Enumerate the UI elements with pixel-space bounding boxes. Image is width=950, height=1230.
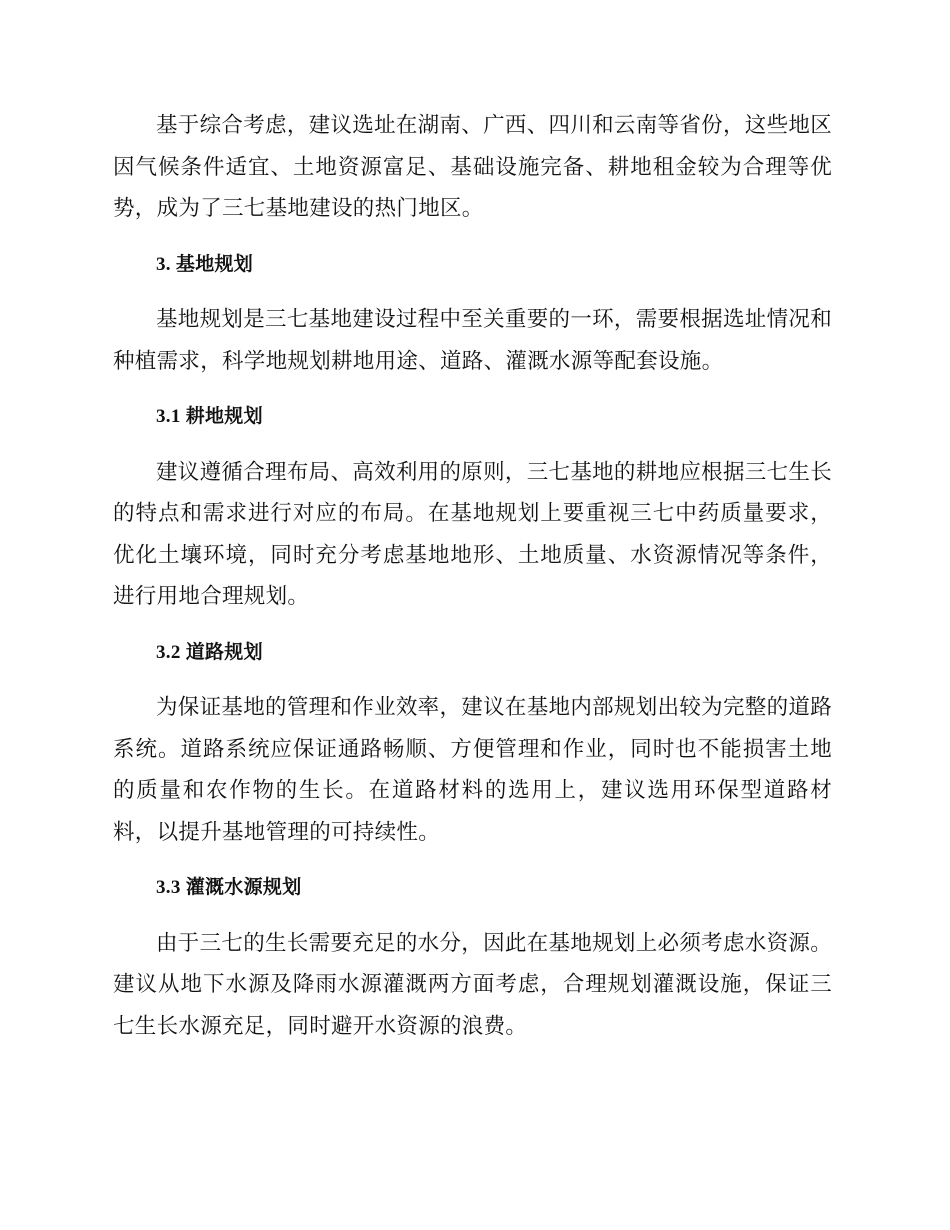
paragraph-farmland-planning: 建议遵循合理布局、高效利用的原则，三七基地的耕地应根据三七生长的特点和需求进行对应的布局。在基地规划上要重视三七中药质量要求，优化土壤环境，同时充分考虑基地地形、土地质量、水资源情况等条件，进行用地合理规划。 <box>113 459 832 608</box>
paragraph-irrigation-planning: 由于三七的生长需要充足的水分，因此在基地规划上必须考虑水资源。建议从地下水源及降雨水源灌溉两方面考虑，合理规划灌溉设施，保证三七生长水源充足，同时避开水资源的浪费。 <box>113 930 832 1038</box>
paragraph-road-planning: 为保证基地的管理和作业效率，建议在基地内部规划出较为完整的道路系统。道路系统应保证通路畅顺、方便管理和作业，同时也不能损害土地的质量和农作物的生长。在道路材料的选用上，建议选用环保型道路材料，以提升基地管理的可持续性。 <box>113 695 832 844</box>
heading-farmland-planning: 3.1 耕地规划 <box>156 406 263 427</box>
heading-irrigation-planning: 3.3 灌溉水源规划 <box>156 877 302 898</box>
heading-road-planning: 3.2 道路规划 <box>156 641 263 663</box>
heading-base-planning: 3. 基地规划 <box>156 253 254 275</box>
paragraph-site-selection: 基于综合考虑，建议选址在湖南、广西、四川和云南等省份，这些地区因气候条件适宜、土地资源富足、基础设施完备、耕地租金较为合理等优势，成为了三七基地建设的热门地区。 <box>113 113 832 220</box>
paragraph-base-planning: 基地规划是三七基地建设过程中至关重要的一环，需要根据选址情况和种植需求，科学地规划耕地用途、道路、灌溉水源等配套设施。 <box>113 307 832 373</box>
